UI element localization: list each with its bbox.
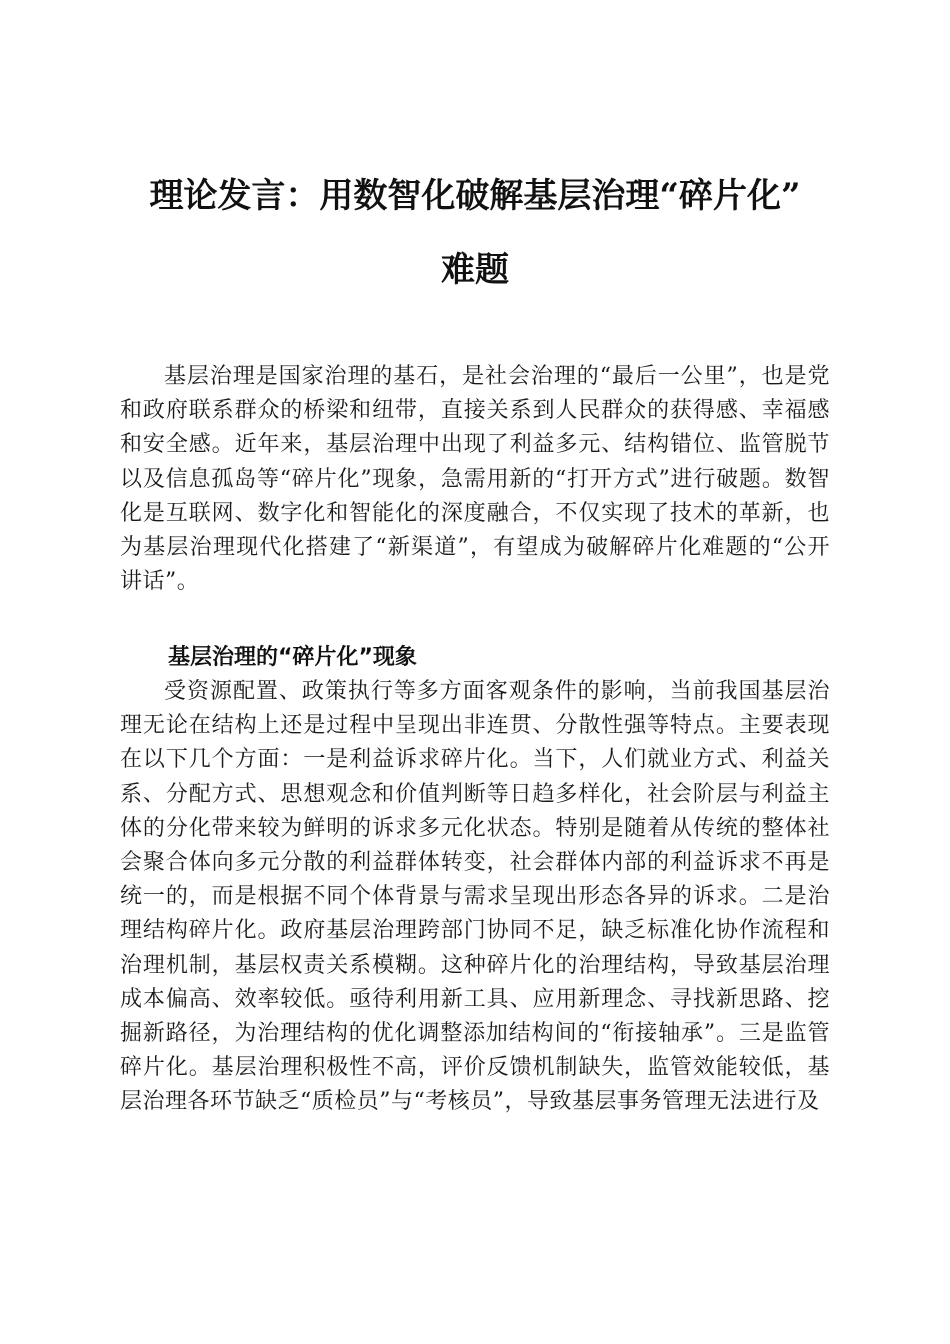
intro-paragraph: 基层治理是国家治理的基石，是社会治理的“最后一公里”，也是党和政府联系群众的桥梁和纽带，直接关系到人民群众的获得感、幸福感和安全感。近年来，基层治理中出现了利益多元、结构错位、监管脱节以及信息孤岛等“碎片化”现象，急需用新的“打开方式”进行破题。数智化是互联网、数字化和智能化的深度融合，不仅实现了技术的革新，也为基层治理现代化搭建了“新渠道”，有望成为破解碎片化难题的“公开讲话”。 (120, 364, 830, 595)
section-heading: 基层治理的“碎片化”现象 (168, 645, 417, 670)
document-title-line1: 理论发言：用数智化破解基层治理“碎片化” (149, 176, 801, 216)
document-title-line2: 难题 (441, 250, 509, 290)
section-paragraph: 受资源配置、政策执行等多方面客观条件的影响，当前我国基层治理无论在结构上还是过程中呈现出非连贯、分散性强等特点。主要表现在以下几个方面：一是利益诉求碎片化。当下，人们就业方式、利益关系、分配方式、思想观念和价值判断等日趋多样化，社会阶层与利益主体的分化带来较为鲜明的诉求多元化状态。特别是随着从传统的整体社会聚合体向多元分散的利益群体转变，社会群体内部的利益诉求不再是统一的，而是根据不同个体背景与需求呈现出形态各异的诉求。二是治理结构碎片化。政府基层治理跨部门协同不足，缺乏标准化协作流程和治理机制，基层权责关系模糊。这种碎片化的治理结构，导致基层治理成本偏高、效率较低。亟待利用新工具、应用新理念、寻找新思路、挖掘新路径，为治理结构的优化调整添加结构间的“衔接轴承”。三是监管碎片化。基层治理积极性不高，评价反馈机制缺失，监管效能较低，基层治理各环节缺乏“质检员”与“考核员”，导致基层事务管理无法进行及 (120, 679, 830, 1115)
